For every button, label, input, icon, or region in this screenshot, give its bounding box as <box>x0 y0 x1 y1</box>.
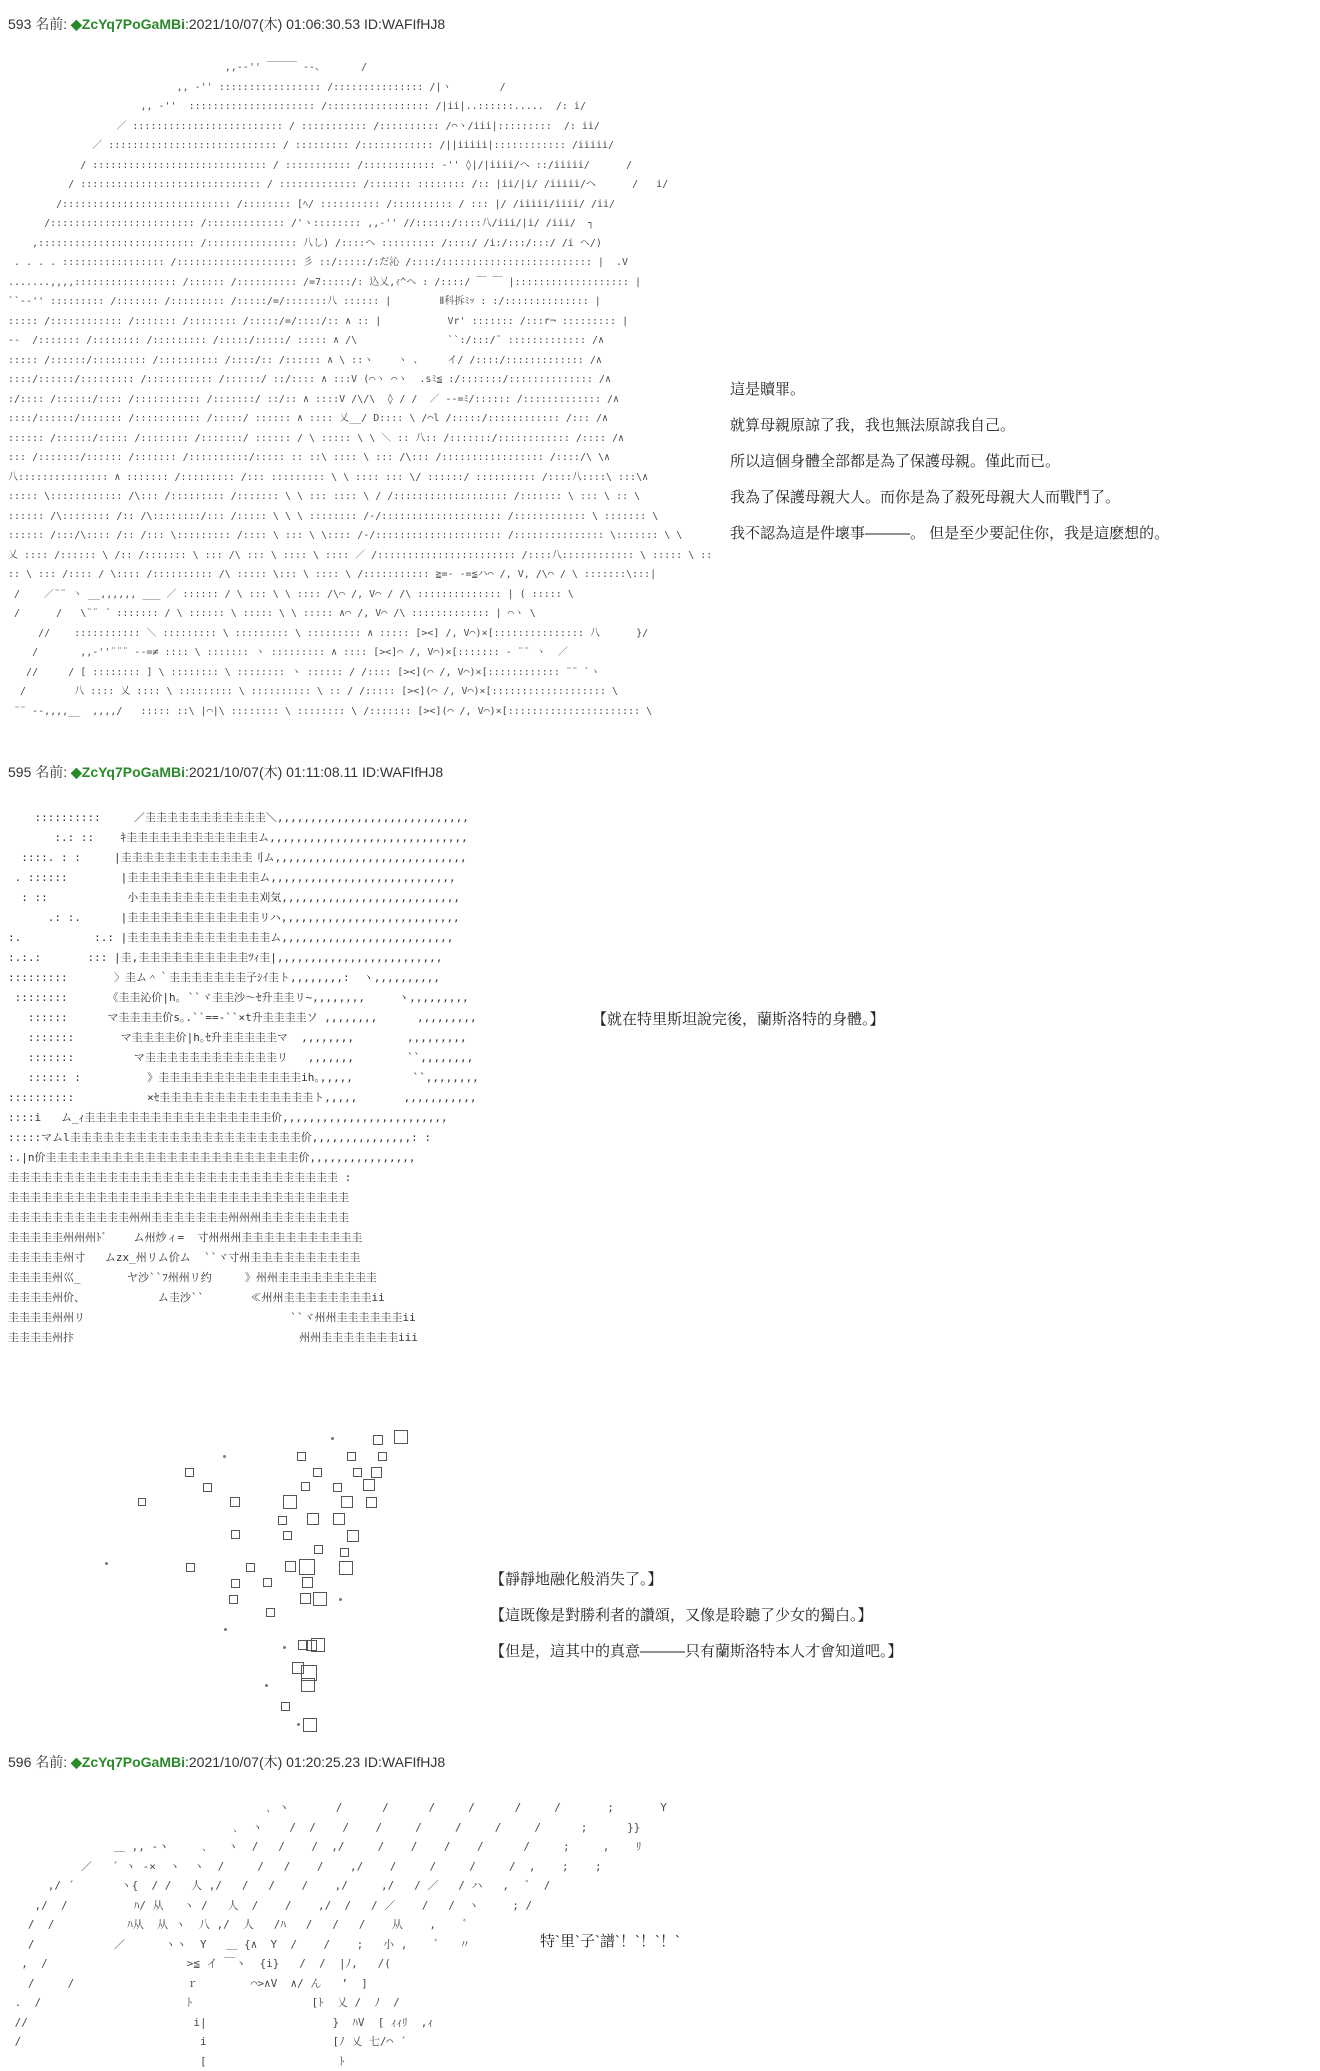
particle-square <box>339 1561 353 1575</box>
particle-square <box>373 1435 383 1445</box>
dialogue-line: 我不認為這是件壞事———。 但是至少要記住你，我是這麽想的。 <box>730 525 1170 542</box>
post-date: :2021/10/07(木) 01:06:30.53 <box>185 16 361 32</box>
particle-square <box>366 1497 377 1508</box>
dialogue-line: 就算母親原諒了我，我也無法原諒我自己。 <box>730 417 1016 434</box>
particle-square <box>341 1496 353 1508</box>
dialogue-line: 這是贖罪。 <box>730 381 806 398</box>
dialogue-line: 所以這個身體全部都是為了保護母親。僅此而已。 <box>730 453 1061 470</box>
post-number: 595 <box>8 764 32 780</box>
particle-dot <box>105 1562 108 1565</box>
particle-square <box>307 1513 319 1525</box>
post-593-dialogue <box>730 372 1169 552</box>
particle-square <box>230 1497 240 1507</box>
post-name-label: 名前: <box>35 1754 68 1770</box>
post-id[interactable]: ID:WAFIfHJ8 <box>364 1754 446 1770</box>
particle-square <box>340 1548 349 1557</box>
particle-square <box>347 1452 356 1461</box>
shout-line: 特`里`子`譜`！`！`！` <box>540 1933 680 1950</box>
particle-square <box>281 1702 290 1711</box>
particle-square <box>231 1530 240 1539</box>
post-header-595 <box>8 762 443 782</box>
particle-square <box>283 1495 297 1509</box>
particle-square <box>303 1718 317 1732</box>
particle-square <box>266 1608 275 1617</box>
particle-square <box>301 1665 317 1681</box>
particle-square <box>353 1468 362 1477</box>
particle-square <box>300 1593 311 1604</box>
particle-dot <box>297 1723 300 1726</box>
post-number: 596 <box>8 1754 32 1770</box>
particle-square <box>363 1479 375 1491</box>
particle-dot <box>224 1628 227 1631</box>
particle-square <box>371 1467 382 1478</box>
narration-line: 【但是，這其中的真意———只有蘭斯洛特本人才會知道吧。】 <box>490 1643 903 1660</box>
particle-square <box>347 1530 359 1542</box>
post-595-narration-1 <box>592 1002 885 1038</box>
particle-square <box>314 1545 323 1554</box>
particle-square <box>311 1638 325 1652</box>
post-595-narration-2 <box>490 1562 903 1670</box>
particle-square <box>231 1579 240 1588</box>
particle-square <box>301 1482 310 1491</box>
ascii-art-figure-2: :::::::::: ／圭圭圭圭圭圭圭圭圭圭圭＼,,,,,,,,,,,,,,,,,,,,,,,,,,,,, :.: :: ｷ圭圭圭圭圭圭圭圭圭圭圭圭ム,,,,,,,,,,,,,,,,,,,,,,,,,,,,,, ::::. : : |圭圭圭圭圭圭圭圭圭圭圭圭刂ム,,,,,,,,,,,,,,,,,,,,,,,,,,,,, . :::::: |圭圭圭圭圭圭圭圭圭圭圭圭ム,,,,,,,,,,,,,,,,,,,,,,,,,,,, : :: 小圭圭圭圭圭圭圭圭圭圭圭刈気,,,,,,,,,,,,,,,,,,,,,,,,,,, .: :. |圭圭圭圭圭圭圭圭圭圭圭圭リハ,,,,,,,,,,,,,,,,,,,,,,,,,,, :. :.: |圭圭圭圭圭圭圭圭圭圭圭圭圭ム,,,,,,,,,,,,,,,,,,,,,,,,,, :.:.: ::: |圭,圭圭圭圭圭圭圭圭圭圭ﾂｨ圭|,,,,,,,,,,,,,,,,,,,,,,,,, ::::::::: 〉圭ム＾｀圭圭圭圭圭圭圭子ｼｲ圭ト,,,,,,,,: ヽ,,,,,,,,,, :::::::: 《圭圭沁价|h｡ ``ヾ圭圭沙～ｾ升圭圭リ~,,,,,,,, ヽ,,,,,,,,, :::::: マ圭圭圭圭价s｡.``==‐``×t升圭圭圭圭ソ ,,,,,,,, ,,,,,,,,, ::::::: マ圭圭圭圭价|h｡ｾ升圭圭圭圭圭マ ,,,,,,,, ,,,,,,,,, ::::::: マ圭圭圭圭圭圭圭圭圭圭圭圭リ ,,,,,,, ``,,,,,,,, :::::: : 》圭圭圭圭圭圭圭圭圭圭圭圭圭ih｡,,,,, ``,,,,,,,, :::::::::: ×ｾ圭圭圭圭圭圭圭圭圭圭圭圭圭圭ト,,,,, ,,,,,,,,,,, ::::i ム_ｨ圭圭圭圭圭圭圭圭圭圭圭圭圭圭圭圭圭价,,,,,,,,,,,,,,,,,,,,,,,,, :::::マムl圭圭圭圭圭圭圭圭圭圭圭圭圭圭圭圭圭圭圭圭圭价,,,,,,,,,,,,,,,: : :.|n价圭圭圭圭圭圭圭圭圭圭圭圭圭圭圭圭圭圭圭圭圭圭圭价,,,,,,,,,,,,,,,, 圭圭圭圭圭圭圭圭圭圭圭圭圭圭圭圭圭圭圭圭圭圭圭圭圭圭圭圭圭圭 : 圭圭圭圭圭圭圭圭圭圭圭圭圭圭圭圭圭圭圭圭圭圭圭圭圭圭圭圭圭圭圭 圭圭圭圭圭圭圭圭圭圭圭州州圭圭圭圭圭圭圭州州州圭圭圭圭圭圭圭圭 圭圭圭圭圭州州州ﾄﾞ ム州炒ィ= 寸州州州圭圭圭圭圭圭圭圭圭圭圭 圭圭圭圭圭州寸 ムzx_州リム价ム ``ヾ寸州圭圭圭圭圭圭圭圭圭圭 圭圭圭圭州巛_ ヤ沙``ﾌ州州リ约 》州州圭圭圭圭圭圭圭圭圭 圭圭圭圭州价、 ム圭沙`` ≪州州圭圭圭圭圭圭圭圭ii 圭圭圭圭州州リ ``ヾ州州圭圭圭圭圭圭ii 圭圭圭圭州抃 州州圭圭圭圭圭圭圭iii <box>8 811 479 1344</box>
particle-square <box>299 1559 315 1575</box>
particle-square <box>263 1578 272 1587</box>
ascii-art-figure-1: ,,-‐'' ￣￣￣ ‐-、 / ,, -'' ::::::::::::::::: /::::::::::::::: /|ヽ / ,, -'' ::::::::::::::::::::: /::::::::::::::::: /|ii|..::::::..... /: i/ ／ ::::::::::::::::::::::::: / ::::::::::: /:::::::::: /⌒ヽ/iii|::::::::: /: ii/ ／ :::::::::::::::::::::::::::: / ::::::::: /:::::::::::: /||iiiii|:::::::::::: /iiiii/ / ::::::::::::::::::::::::::::: / ::::::::::: /:::::::::::: ‐'' ◊|/|iiii/ヘ ::/iiiii/ / / :::::::::::::::::::::::::::::: / ::::::::::::: /::::::: :::::::: /:: |ii/|i/ /iiiii/ヘ / i/ /:::::::::::::::::::::::::::: /:::::::: [ﾍ/ :::::::::: /:::::::::: / ::: |/ /iiiii/iiii/ /ii/ /:::::::::::::::::::::::: /::::::::::::: /'ヽ:::::::: ,,-'' //::::::/::::八/iii/|i/ /iii/ ┐ ,:::::::::::::::::::::::::: /::::::::::::::: 八し) /::::ヘ ::::::::: /::::/ /i:/:::/:::/ /i ヘ/) . . . . ::::::::::::::::: /:::::::::::::::::::: 彡 ::/:::::/:だ沁 /::::/::::::::::::::::::::::::: | .V .......,,,,::::::::::::::::: /:::::: /:::::::::: /=7:::::/: 込乂,ｨ^ヘ : /::::/ ￣ ￣ |::::::::::::::::::: | ``‐-'' ::::::::: /::::::: /::::::::: /:::::/=/:::::::八 :::::: | Ⅱ科拆ﾐｯ : :/:::::::::::::: | ::::: /:::::::::::: /::::::: /:::::::: /:::::/=/::::/:: ∧ :: | Vr' ::::::: /:::r¬ ::::::::: | -- /::::::: /:::::::: /::::::::: /:::::/:::::/ ::::: ∧ /\ ``:/:::/¨ ::::::::::::: /∧ ::::: /::::::/::::::::: /:::::::::: /::::/:: /:::::: ∧ \ ::ヽ ヽ 、 イ/ /::::/::::::::::::: /∧ ::::/::::::/::::::::: /::::::::::: /::::::/ ::/:::: ∧ :::V (⌒ヽ ⌒ヽ .sﾐ≦ :/:::::::/:::::::::::::: /∧ :/:::: /::::::/:::: /::::::::::: /:::::::/ ::/:: ∧ ::::V /\/\ ◊ / / ／ ‐‐=ﾐ/:::::: /::::::::::::: /∧ ::::/::::::/::::::: /::::::::::: /:::::/ :::::: ∧ :::: 乂__/ D:::: \ /⌒l /:::::/:::::::::::: /::: /∧ :::::: /::::::/::::: /:::::::: /:::::::/ :::::: / \ ::::: \ \ ＼ :: 八:: /:::::::/:::::::::::: /:::: /∧ ::: /:::::::/:::::: /::::::: /::::::::::/::::: :: ::\ :::: \ ::: /\::: /::::::::::::::::: /::::/\ \∧ 八::::::::::::::: ∧ ::::::: /::::::::: /::: ::::::::: \ \ :::: ::: \/ ::::::/ :::::::::: /::::八::::\ :::\∧ ::::: \:::::::::::: /\::: /::::::::: /::::::: \ \ ::: :::: \ / /::::::::::::::::::: /::::::: \ ::: \ :: \ :::::: /\:::::::: /:: /\::::::::/::: /::::: \ \ \ :::::::: /‐/:::::::::::::::::::: /:::::::::::: \ ::::::: \ :::::: /:::/\:::: /:: /::: \::::::::: /:::: \ ::: \ \:::: /‐/::::::::::::::::::::: /::::::::::::::: \::::::: \ \ 乂 :::: /:::::: \ /:: /::::::: \ ::: /\ ::: \ :::: \ :::: ／ /::::::::::::::::::::::: /::::八:::::::::::: \ ::::: \ :: :: \ ::: /:::: / \:::: /:::::::::: /\ ::::: \::: \ :::: \ /::::::::::: ≧=‐ -=≦ハ⌒ /, V, /\⌒ / \ :::::::\:::| / ／¨¨ ヽ __,,,,,, ___ ／ :::::: / \ ::: \ \ :::: /\⌒ /, V⌒ / /\ :::::::::::::: | ( ::::: \ / / \¨¨ ´ ::::::: / \ :::::: \ ::::: \ \ ::::: ∧⌒ /, V⌒ /\ ::::::::::::: | ⌒ヽ \ // ::::::::::: ＼ ::::::::: \ ::::::::: \ ::::::::: ∧ ::::: [><] /, V⌒)×[::::::::::::::: 八 }/ / ,,‐''¨¨¨ ‐‐=≠ :::: \ ::::::: ヽ ::::::::: ∧ :::: [><]⌒ /, V⌒)×[::::::: ‐ ¨¨ ヽ ／ // / [ :::::::: ] \ :::::::: \ :::::::: ヽ :::::: / /:::: [><](⌒ /, V⌒)×[:::::::::::: ¨¨ `ヽ / 八 :::: 乂 :::: \ ::::::::: \ :::::::::: \ :: / /::::: [><](⌒ /, V⌒)×[::::::::::::::::::: \ ¨¨ ‐-,,,,__ ,,,,/ ::::: ::\ |⌒|\ :::::::: \ :::::::: \ /::::::: [><](⌒ /, V⌒)×[:::::::::::::::::::::: \ <box>8 62 713 717</box>
particle-square <box>313 1468 322 1477</box>
post-date: :2021/10/07(木) 01:11:08.11 <box>185 764 359 780</box>
particle-square <box>298 1640 308 1650</box>
narration-line: 【靜靜地融化般消失了。】 <box>490 1571 663 1588</box>
ascii-art-figure-3: ､ ヽ / / / / / / ; Y ､ ヽ / / / / / / / / ; }} ＿ ,, -ヽ ､ ヽ / / / ,/ / / / / / ; , ﾘ ／ ´ ヽ -× ヽ ヽ / / / / ,/ / / / / , ; ; ,/ ´ ヽ{ / / 人 ,/ / / / ,/ ,/ / ／ / ハ , ﾞ / ,/ / ﾊ/ 从 ヽ / 人 / / ,/ / / ／ / / ヽ ; / / / ﾊ从 从 ヽ 八 ,/ 人 /ﾊ / / / 从 , ﾞ / ／ ヽヽ Y ＿ {∧ Y / / ; 小 , ﾞ 〃 , / >≦ イ ￣ヽ {i} / / |ﾉ, /( / / ｒ ⌒>∧V ∧/ ん ’ ] . / ﾄ [ﾄ 乂 / ﾉ / // i| } ﾊV [ ｨｨﾘ ,ｨ / i [ﾉ 乂 七/⌒ ´ [ ﾄ <box>14 1801 667 2068</box>
post-tripcode[interactable]: ◆ZcYq7PoGaMBi <box>71 16 185 32</box>
particle-square <box>203 1483 212 1492</box>
dialogue-line: 我為了保護母親大人。而你是為了殺死母親大人而戰鬥了。 <box>730 489 1121 506</box>
post-name-label: 名前: <box>35 16 68 32</box>
particle-square <box>246 1563 255 1572</box>
post-header-593 <box>8 14 445 34</box>
post-id[interactable]: ID:WAFIfHJ8 <box>361 764 444 780</box>
particle-square <box>313 1592 327 1606</box>
post-name-label: 名前: <box>35 764 68 780</box>
post-id[interactable]: ID:WAFIfHJ8 <box>364 16 446 32</box>
particle-dot <box>339 1598 342 1601</box>
particle-square <box>285 1561 296 1572</box>
narration-line: 【這既像是對勝利者的讚頌，又像是聆聽了少女的獨白。】 <box>490 1607 873 1624</box>
post-tripcode[interactable]: ◆ZcYq7PoGaMBi <box>71 764 185 780</box>
particle-square <box>229 1595 238 1604</box>
post-number: 593 <box>8 16 32 32</box>
post-596-shout <box>540 1924 680 1960</box>
particle-square <box>333 1513 345 1525</box>
particle-square <box>394 1430 408 1444</box>
particle-square <box>283 1531 292 1540</box>
post-date: :2021/10/07(木) 01:20:25.23 <box>185 1754 361 1770</box>
particle-square <box>138 1498 146 1506</box>
particle-dot <box>265 1684 268 1687</box>
particle-square <box>186 1563 195 1572</box>
particle-square <box>302 1577 313 1588</box>
particle-square <box>378 1452 387 1461</box>
particle-dot <box>223 1455 226 1458</box>
particle-dot <box>283 1646 286 1649</box>
particle-dot <box>331 1437 334 1440</box>
narration-line: 【就在特里斯坦說完後，蘭斯洛特的身體。】 <box>592 1011 885 1028</box>
particle-square <box>185 1468 194 1477</box>
post-tripcode[interactable]: ◆ZcYq7PoGaMBi <box>71 1754 185 1770</box>
particle-square <box>297 1452 306 1461</box>
post-header-596 <box>8 1752 445 1772</box>
particle-square <box>278 1516 287 1525</box>
particle-square <box>333 1483 342 1492</box>
